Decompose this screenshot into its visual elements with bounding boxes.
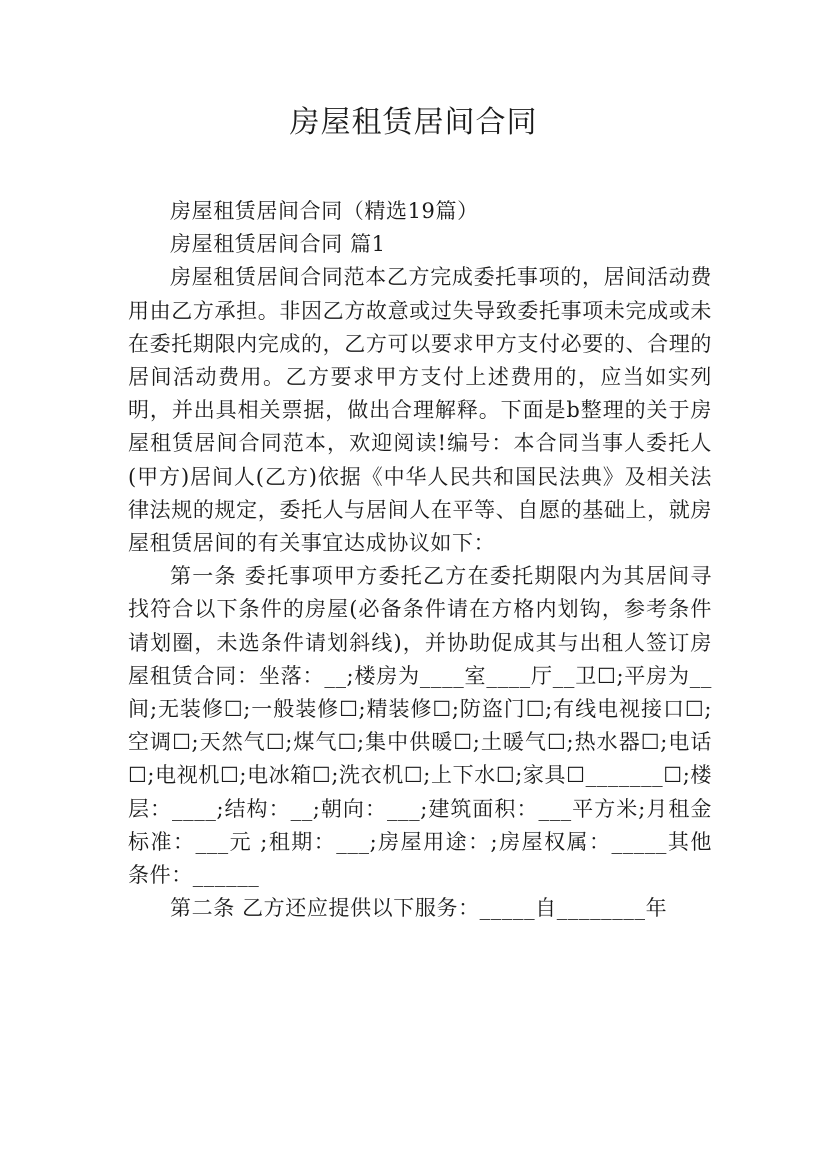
paragraph-article-2: 第二条 乙方还应提供以下服务：_____自________年 [170, 896, 668, 921]
paragraph-article-1: 第一条 委托事项甲方委托乙方在委托期限内为其居间寻找符合以下条件的房屋(必备条件请在方格内划钩，参考条件请划圈，未选条件请划斜线)，并协助促成其与出租人签订房屋租赁合同：坐落：__;楼房为____室____厅__卫☐;平房为__间;无装修☐;一般装修☐;精装修☐;防盗门☐;有线电视接口☐;空调☐;天然气☐;煤气☐;集中供暖☐;土暖气☐;热水器☐;电话☐;电视机☐;电冰箱☐;洗衣机☐;上下水☐;家具☐_______☐;楼层：____;结构：__;朝向：___;建筑面积：___平方米;月租金标准：___元 ;租期：___;房屋用途：;房屋权属：_____其他条件：______ [128, 564, 712, 888]
paragraph-subtitle: 房屋租赁居间合同（精选19篇） [170, 199, 479, 223]
paragraph-section-heading: 房屋租赁居间合同 篇1 [170, 232, 386, 257]
document-title: 房屋租赁居间合同 [289, 105, 538, 140]
document-body [128, 195, 712, 925]
paragraph-intro: 房屋租赁居间合同范本乙方完成委托事项的，居间活动费用由乙方承担。非因乙方故意或过失导致委托事项未完成或未在委托期限内完成的，乙方可以要求甲方支付必要的、合理的居间活动费用。乙方要求甲方支付上述费用的，应当如实列明，并出具相关票据，做出合理解释。下面是b整理的关于房屋租赁居间合同范本，欢迎阅读!编号：本合同当事人委托人(甲方)居间人(乙方)依据《中华人民共和国民法典》及相关法律法规的规定，委托人与居间人在平等、自愿的基础上，就房屋租赁居间的有关事宜达成协议如下： [128, 265, 712, 556]
